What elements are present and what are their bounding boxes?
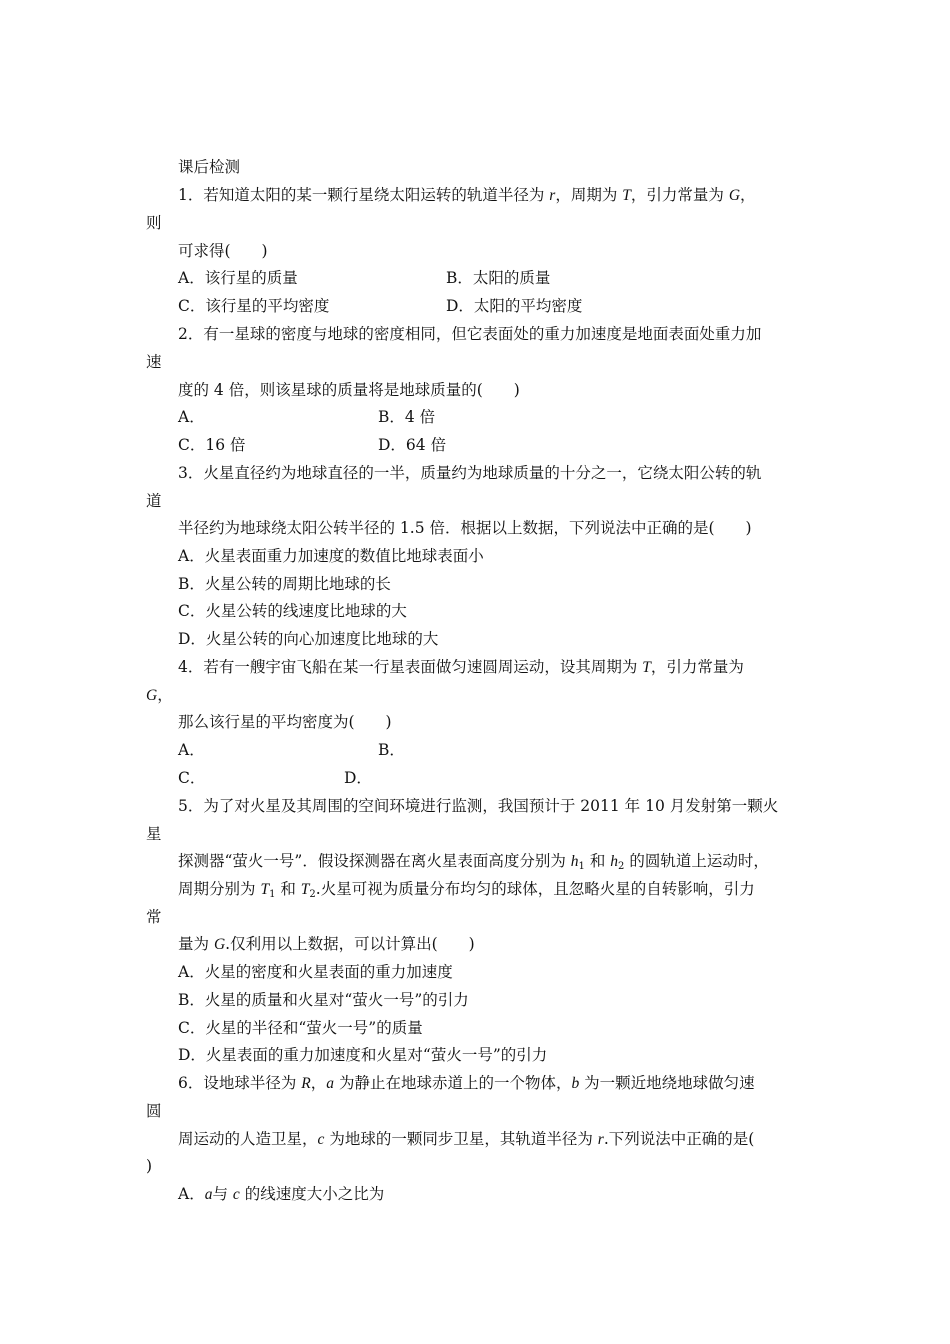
- q5-stem-line4: 周期分别为 $T_1$ 和 $T_2$.火星可视为质量分布均匀的球体，且忽略火星的自转影响，引力: [178, 880, 755, 900]
- q3-option-b: B．火星公转的周期比地球的长: [178, 575, 391, 593]
- q5-option-a: A．火星的密度和火星表面的重力加速度: [178, 963, 453, 981]
- q3-option-d: D．火星公转的向心加速度比地球的大: [178, 630, 439, 648]
- q5-stem-line5: 常: [146, 908, 162, 926]
- q4-option-a: A．: [178, 741, 205, 759]
- q5-stem-line3: 探测器“萤火一号”．假设探测器在离火星表面高度分别为 $h_1$ 和 $h_2$ 的圆轨道上运动时，: [178, 852, 769, 872]
- section-heading: 课后检测: [178, 158, 241, 176]
- q2-option-b: B．4 倍: [378, 408, 436, 426]
- q6-stem-line2: 圆: [146, 1102, 162, 1120]
- q2-option-c: C．16 倍: [178, 436, 246, 454]
- q6-stem-line1: 6．设地球半径为 R，a 为静止在地球赤道上的一个物体，b 为一颗近地绕地球做匀速: [178, 1074, 755, 1092]
- q1-option-b: B．太阳的质量: [446, 269, 551, 287]
- q1-stem-line1: 1．若知道太阳的某一颗行星绕太阳运转的轨道半径为 r，周期为 T，引力常量为 G，: [178, 186, 756, 204]
- q5-stem-line1: 5．为了对火星及其周围的空间环境进行监测，我国预计于 2011 年 10 月发射第一颗火: [178, 797, 779, 815]
- q3-stem-line3: 半径约为地球绕太阳公转半径的 1.5 倍．根据以上数据，下列说法中正确的是( ): [178, 519, 752, 537]
- q4-option-d: D．: [344, 769, 372, 787]
- q2-stem-line3: 度的 4 倍，则该星球的质量将是地球质量的( ): [178, 381, 520, 399]
- q6-option-a: A．a与 c 的线速度大小之比为: [178, 1185, 385, 1203]
- q2-option-d: D．64 倍: [378, 436, 447, 454]
- q5-option-d: D．火星表面的重力加速度和火星对“萤火一号”的引力: [178, 1046, 548, 1064]
- q2-stem-line1: 2．有一星球的密度与地球的密度相同，但它表面处的重力加速度是地面表面处重力加: [178, 325, 762, 343]
- q6-stem-line4: ): [146, 1157, 153, 1175]
- q3-option-a: A．火星表面重力加速度的数值比地球表面小: [178, 547, 484, 565]
- q1-stem-line3: 可求得( ): [178, 242, 268, 260]
- q1-stem-line2: 则: [146, 214, 162, 232]
- q4-option-c: C．: [178, 769, 206, 787]
- q4-stem-line1: 4．若有一艘宇宙飞船在某一行星表面做匀速圆周运动，设其周期为 T，引力常量为: [178, 658, 744, 676]
- q1-option-c: C．该行星的平均密度: [178, 297, 330, 315]
- q3-option-c: C．火星公转的线速度比地球的大: [178, 602, 407, 620]
- q5-option-c: C．火星的半径和“萤火一号”的质量: [178, 1019, 423, 1037]
- q4-stem-line2: G，: [146, 686, 173, 704]
- q5-option-b: B．火星的质量和火星对“萤火一号”的引力: [178, 991, 469, 1009]
- q1-option-d: D．太阳的平均密度: [446, 297, 583, 315]
- q2-option-a: A．: [178, 408, 205, 426]
- q4-stem-line3: 那么该行星的平均密度为( ): [178, 713, 392, 731]
- q1-option-a: A．该行星的质量: [178, 269, 298, 287]
- q5-stem-line2: 星: [146, 825, 162, 843]
- q2-stem-line2: 速: [146, 353, 162, 371]
- q3-stem-line2: 道: [146, 492, 162, 510]
- q5-stem-line6: 量为 G.仅利用以上数据，可以计算出( ): [178, 935, 475, 953]
- q3-stem-line1: 3．火星直径约为地球直径的一半，质量约为地球质量的十分之一，它绕太阳公转的轨: [178, 464, 762, 482]
- q4-option-b: B．: [378, 741, 405, 759]
- q6-stem-line3: 周运动的人造卫星，c 为地球的一颗同步卫星，其轨道半径为 r.下列说法中正确的是(: [178, 1130, 755, 1148]
